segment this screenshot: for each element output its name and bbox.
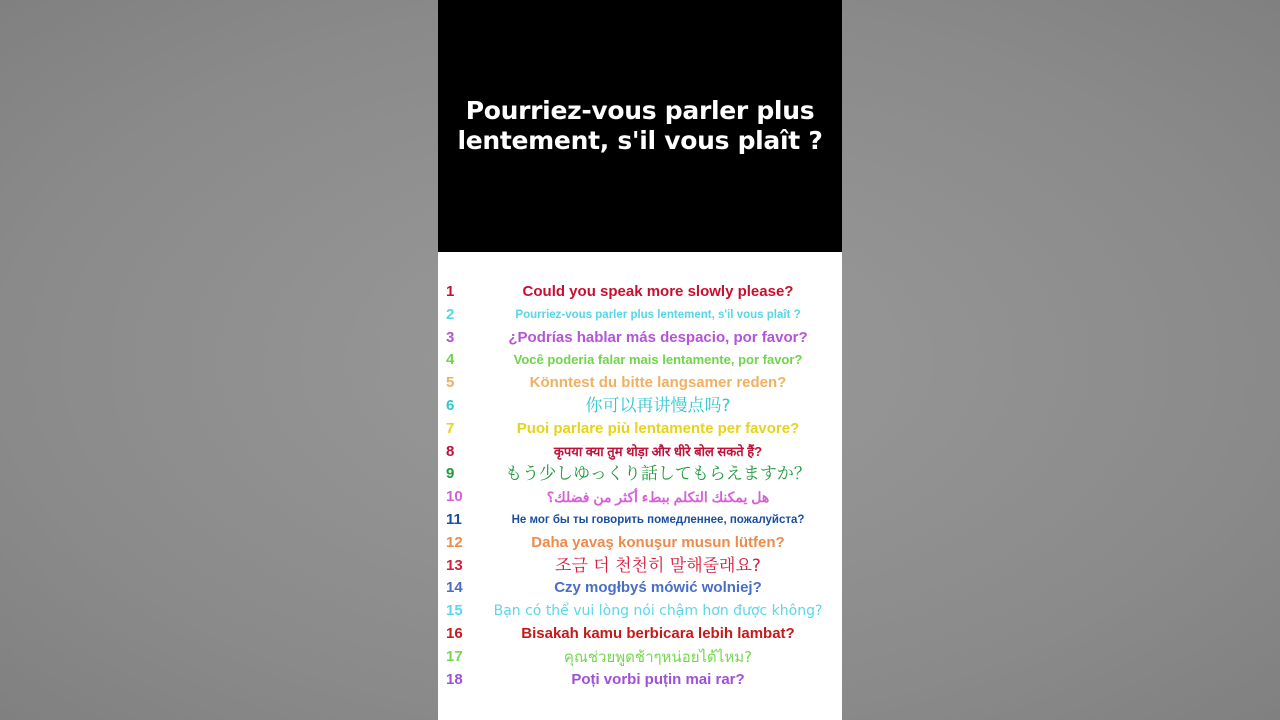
phrase-polish: Czy mogłbyś mówić wolniej?: [554, 579, 762, 597]
item-number: 17: [446, 647, 463, 665]
phrase-japanese: もう少しゆっくり話してもらえますか？: [505, 464, 811, 485]
item-number: 3: [446, 328, 455, 346]
phrase-korean: 조금 더 천천히 말해줄래요?: [555, 555, 761, 576]
phrase-german: Könntest du bitte langsamer reden?: [529, 374, 787, 392]
phrase-chinese: 你可以再讲慢点吗?: [585, 395, 731, 416]
item-number: 1: [446, 283, 455, 300]
list-item: [438, 372, 842, 395]
list-item: [438, 669, 842, 692]
title-banner: [438, 0, 842, 252]
list-item: [438, 509, 842, 532]
phrase-arabic: هل يمكنك التكلم ببطء أكثر من فضلك؟: [546, 489, 770, 506]
item-number: 9: [446, 465, 455, 483]
list-item: [438, 395, 842, 418]
list-item: [438, 418, 842, 441]
item-number: 12: [446, 533, 463, 551]
list-item: [438, 577, 842, 600]
item-number: 6: [446, 396, 455, 414]
list-item: [438, 441, 842, 464]
item-number: 8: [446, 442, 455, 460]
phrase-spanish: ¿Podrías hablar más despacio, por favor?: [508, 328, 808, 346]
item-number: 14: [446, 579, 463, 597]
phrase-portuguese: Você poderia falar mais lentamente, por favor?: [513, 352, 803, 368]
list-item: [438, 463, 842, 486]
phrase-list: [438, 281, 842, 691]
list-item: [438, 646, 842, 669]
phrase-vietnamese: Bạn có thể vui lòng nói chậm hơn được không?: [493, 603, 823, 620]
list-item: [438, 623, 842, 646]
item-number: 4: [446, 351, 455, 369]
list-item: [438, 532, 842, 555]
list-item: [438, 281, 842, 304]
phrase-turkish: Daha yavaş konuşur musun lütfen?: [531, 533, 785, 551]
phrase-french: Pourriez-vous parler plus lentement, s'il vous plaît ?: [515, 308, 801, 321]
phrase-russian: Не мог бы ты говорить помедленнее, пожалуйста?: [511, 513, 805, 526]
list-item: [438, 304, 842, 327]
item-number: 15: [446, 602, 463, 620]
phrase-english: Could you speak more slowly please?: [522, 283, 794, 300]
item-number: 13: [446, 556, 463, 574]
list-item: [438, 555, 842, 578]
video-frame[interactable]: [438, 0, 842, 720]
phrase-hindi: कृपया क्या तुम थोड़ा और धीरे बोल सकते हैं?: [553, 443, 763, 459]
list-item: [438, 327, 842, 350]
item-number: 5: [446, 374, 455, 392]
phrase-thai: คุณช่วยพูดช้าๆหน่อยได้ไหม?: [563, 647, 753, 666]
phrase-italian: Puoi parlare più lentamente per favore?: [516, 419, 800, 437]
phrase-romanian: Poți vorbi puțin mai rar?: [571, 670, 745, 688]
list-item: [438, 600, 842, 623]
list-item: [438, 349, 842, 372]
page-title: Pourriez-vous parler plus lentement, s'il vous plaît ?: [457, 96, 823, 155]
list-item: [438, 486, 842, 509]
item-number: 16: [446, 624, 463, 642]
item-number: 11: [446, 510, 462, 528]
phrase-indonesian: Bisakah kamu berbicara lebih lambat?: [521, 624, 795, 642]
item-number: 7: [446, 419, 455, 437]
item-number: 10: [446, 488, 463, 506]
item-number: 2: [446, 305, 455, 323]
item-number: 18: [446, 670, 463, 688]
